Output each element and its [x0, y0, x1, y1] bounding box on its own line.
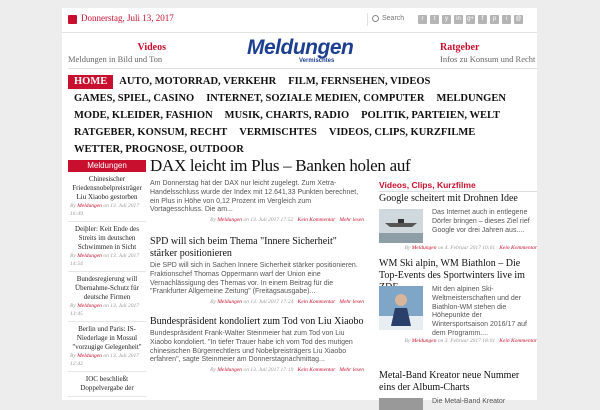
comments-link[interactable]: Kein Kommentar [297, 217, 336, 224]
sidebar-meldungen [68, 160, 146, 397]
list-item[interactable] [68, 322, 146, 372]
list-item-date: 13. Juli 2017 13:45 [70, 303, 140, 317]
list-item-author[interactable]: Meldungen [77, 203, 102, 209]
list-item[interactable] [68, 272, 146, 322]
article-title[interactable]: SPD will sich beim Thema "Innere Sicherheit" stärker positionieren [150, 236, 337, 259]
comments-link[interactable]: Kein Kommentar [297, 367, 336, 374]
list-item[interactable] [68, 172, 146, 222]
youtube-icon[interactable]: y [442, 15, 451, 24]
video-meta: By Meldungen on 4. Februar 2017 10:01 Kein Kommentar [404, 245, 537, 251]
nav-row [68, 88, 512, 102]
list-item-date: 13. Juli 2017 12:42 [70, 353, 140, 367]
facebook-icon[interactable]: f [478, 15, 487, 24]
video-meta: By Meldungen on 3. Februar 2017 18:01 Kein Kommentar [404, 338, 537, 344]
right-heading[interactable]: Videos, Clips, Kurzfilme [379, 180, 537, 192]
list-item-title[interactable]: Berlin und Paris: IS-Niederlage in Mossul "vorzugige Gelegenheit" [72, 325, 142, 351]
list-item-meta: By Meldungen on 13. Juli 2017 14:54 [70, 253, 140, 267]
list-item-title[interactable]: Chinesischer Friedensnobelpreisträger Liu Xiaobo gestorben [72, 175, 142, 201]
video-title[interactable]: Google scheitert mit Drohnen Idee [379, 193, 518, 204]
video-excerpt: Das Internet auch in entlegene Dörfer bringen – dieses Ziel rief Google vor drei Jahren aus.... [432, 209, 530, 234]
article-meta: By Meldungen on 13. Juli 2017 17:52 Kein Kommentar Mehr lesen [210, 217, 364, 224]
video-date: 3. Februar 2017 18:01 [444, 338, 496, 344]
video-excerpt: Die Metal-Band Kreator [432, 398, 506, 405]
page [62, 8, 537, 405]
video-article [379, 193, 537, 268]
twitter-icon[interactable]: t [430, 15, 439, 24]
nav-item-vermischtes[interactable]: VERMISCHTES [239, 127, 317, 138]
band-thumbnail[interactable] [379, 398, 423, 410]
nav-item-games[interactable]: GAMES, SPIEL, CASINO [74, 93, 195, 104]
nav-item-mode[interactable]: MODE, KLEIDER, FASHION [74, 110, 213, 121]
pinterest-icon[interactable]: p [490, 15, 499, 24]
nav-item-home[interactable]: HOME [68, 75, 113, 89]
video-excerpt: Mit den alpinen Ski-Weltmeisterschaften und der Biathlon-WM stehen die Höhepunkte der Wintersportsaison 2016/17 auf dem Programm.... [432, 286, 527, 337]
list-item[interactable] [68, 222, 146, 272]
lead-excerpt: Am Donnerstag hat der DAX nur leicht zugelegt. Zum Xetra-Handelsschluss wurde der Index mit 12.641,33 Punkten berechnet, ein Plus in Höhe von 0,12 Prozent im Vergleich zum Vortagesschluss. Die am... [150, 180, 359, 214]
nav-item-film[interactable]: FILM, FERNSEHEN, VIDEOS [288, 76, 431, 87]
video-title[interactable]: WM Ski alpin, WM Biathlon – Die Top-Events des Sportwinters live im [379, 258, 525, 281]
article [150, 236, 364, 305]
nav-item-auto[interactable]: AUTO, MOTORRAD, VERKEHR [119, 76, 277, 87]
read-more-link[interactable]: Mehr lesen [339, 299, 364, 306]
lead-article [150, 180, 364, 223]
video-author[interactable]: Meldungen [411, 338, 437, 344]
list-item-title[interactable]: Bundesregierung will Übernahme-Schutz für deutsche Firmen [75, 275, 139, 301]
article [150, 316, 364, 373]
video-article [379, 370, 537, 410]
list-item[interactable] [68, 372, 146, 397]
read-more-link[interactable]: Mehr lesen [339, 217, 364, 224]
nav-row [68, 122, 481, 136]
list-item-author[interactable]: Meldungen [77, 253, 102, 259]
site-logo[interactable] [247, 36, 357, 66]
article-author[interactable]: Meldungen [217, 217, 243, 224]
lead-headline[interactable]: DAX leicht im Plus – Banken holen auf [150, 156, 411, 175]
list-item-meta: By Meldungen on 13. Juli 2017 16:49 [70, 203, 140, 217]
nav-item-musik[interactable]: MUSIK, CHARTS, RADIO [224, 110, 350, 121]
search-label: Search [382, 15, 405, 22]
nav-item-ratgeber[interactable]: RATGEBER, KONSUM, RECHT [74, 127, 228, 138]
read-more-link[interactable]: Mehr lesen [339, 367, 364, 374]
article-author[interactable]: Meldungen [217, 299, 243, 306]
comments-link[interactable]: Kein Kommentar [499, 245, 537, 251]
nav-row [68, 105, 506, 119]
skier-thumbnail[interactable] [379, 286, 423, 330]
article-author[interactable]: Meldungen [217, 367, 243, 374]
article-date: 13. Juli 2017 17:24 [250, 299, 294, 306]
current-date: Donnerstag, Juli 13, 2017 [81, 13, 174, 23]
nav-item-meldungen[interactable]: MELDUNGEN [436, 93, 506, 104]
article-meta: By Meldungen on 13. Juli 2017 17:24 Kein Kommentar Mehr lesen [210, 299, 364, 306]
video-date: 4. Februar 2017 10:01 [444, 245, 496, 251]
video-author[interactable]: Meldungen [411, 245, 437, 251]
search-icon [372, 15, 379, 22]
header-ratgeber-subtitle: Infos zu Konsum und Recht [440, 54, 536, 64]
nav-item-internet[interactable]: INTERNET, SOZIALE MEDIEN, COMPUTER [206, 93, 425, 104]
instagram-icon[interactable]: i [502, 15, 511, 24]
list-item-date: 13. Juli 2017 14:54 [70, 253, 140, 267]
logo-text: Meldungen [247, 36, 354, 59]
list-item-title[interactable]: IOC beschließt Doppelvergabe der [80, 375, 134, 392]
sidebar-heading: Meldungen [68, 160, 146, 172]
list-item-meta: By Meldungen on 13. Juli 2017 12:42 [70, 353, 140, 367]
article-meta: By Meldungen on 13. Juli 2017 17:19 Kein Kommentar Mehr lesen [210, 367, 364, 374]
nav-item-videos[interactable]: VIDEOS, CLIPS, KURZFILME [328, 127, 476, 138]
nav-row [68, 71, 436, 85]
list-item-meta: By Meldungen on 13. Juli 2017 13:45 [70, 303, 140, 317]
top-bar [62, 8, 537, 33]
linkedin-icon[interactable]: in [454, 15, 463, 24]
comments-link[interactable]: Kein Kommentar [499, 338, 537, 344]
list-item-title[interactable]: Deiþler: Keit Ende des Streits im deutschen Schwimmen in Sicht [75, 225, 139, 251]
article-excerpt: Bundespräsident Frank-Walter Steinmeier hat zum Tod von Liu Xiaobo kondoliert. "In tiefer Trauer habe ich vom Tod des mutigen chinesischen Bürgerrechtlers und Nobelpreisträgers Liu Xiaobo erfahren", sagte Steinmeier am Donnerstagnachmittag... [150, 330, 353, 364]
google-plus-icon[interactable]: g+ [467, 16, 474, 22]
header-ratgeber-link[interactable]: Ratgeber [440, 42, 480, 53]
article-date: 13. Juli 2017 17:19 [250, 367, 294, 374]
header-videos-link[interactable]: Videos [137, 42, 166, 53]
comments-link[interactable]: Kein Kommentar [297, 299, 336, 306]
nav-item-wetter[interactable]: WETTER, PROGNOSE, OUTDOOR [74, 144, 244, 155]
drone-thumbnail[interactable] [379, 209, 423, 243]
video-article [379, 258, 537, 358]
sidebar-videos [379, 180, 537, 405]
mail-icon[interactable]: @ [515, 16, 522, 22]
video-title[interactable]: Metal-Band Kreator neue Nummer eins der Album-Charts [379, 370, 520, 393]
social-icons [418, 15, 526, 25]
article-date: 13. Juli 2017 17:52 [250, 217, 294, 224]
list-item-author[interactable]: Meldungen [77, 353, 102, 359]
logo-subtitle: Vermischtes [299, 58, 335, 64]
list-item-date: 13. Juli 2017 16:49 [70, 203, 140, 217]
main-content [150, 156, 411, 374]
header-videos-subtitle: Meldungen in Bild und Ton [68, 54, 163, 64]
nav-item-politik[interactable]: POLITIK, PARTEIEN, WELT [361, 110, 501, 121]
list-item-author[interactable]: Meldungen [77, 303, 102, 309]
article-title[interactable]: Bundespräsident kondoliert zum Tod von Liu Xiaobo [150, 316, 364, 327]
search-button[interactable] [367, 13, 410, 26]
rss-icon[interactable]: r [418, 15, 427, 24]
article-excerpt: Die SPD will sich in Sachen Innere Sicherheit stärker positionieren. Fraktionschef Thomas Oppermann warf der Union eine Vernachlässigung des Themas vor. In einem Beitrag für die "Frankfurter Allgemeine Zeitung" (Freitagsausgabe)... [150, 262, 358, 296]
nav-row [68, 139, 250, 153]
calendar-icon [68, 15, 77, 24]
